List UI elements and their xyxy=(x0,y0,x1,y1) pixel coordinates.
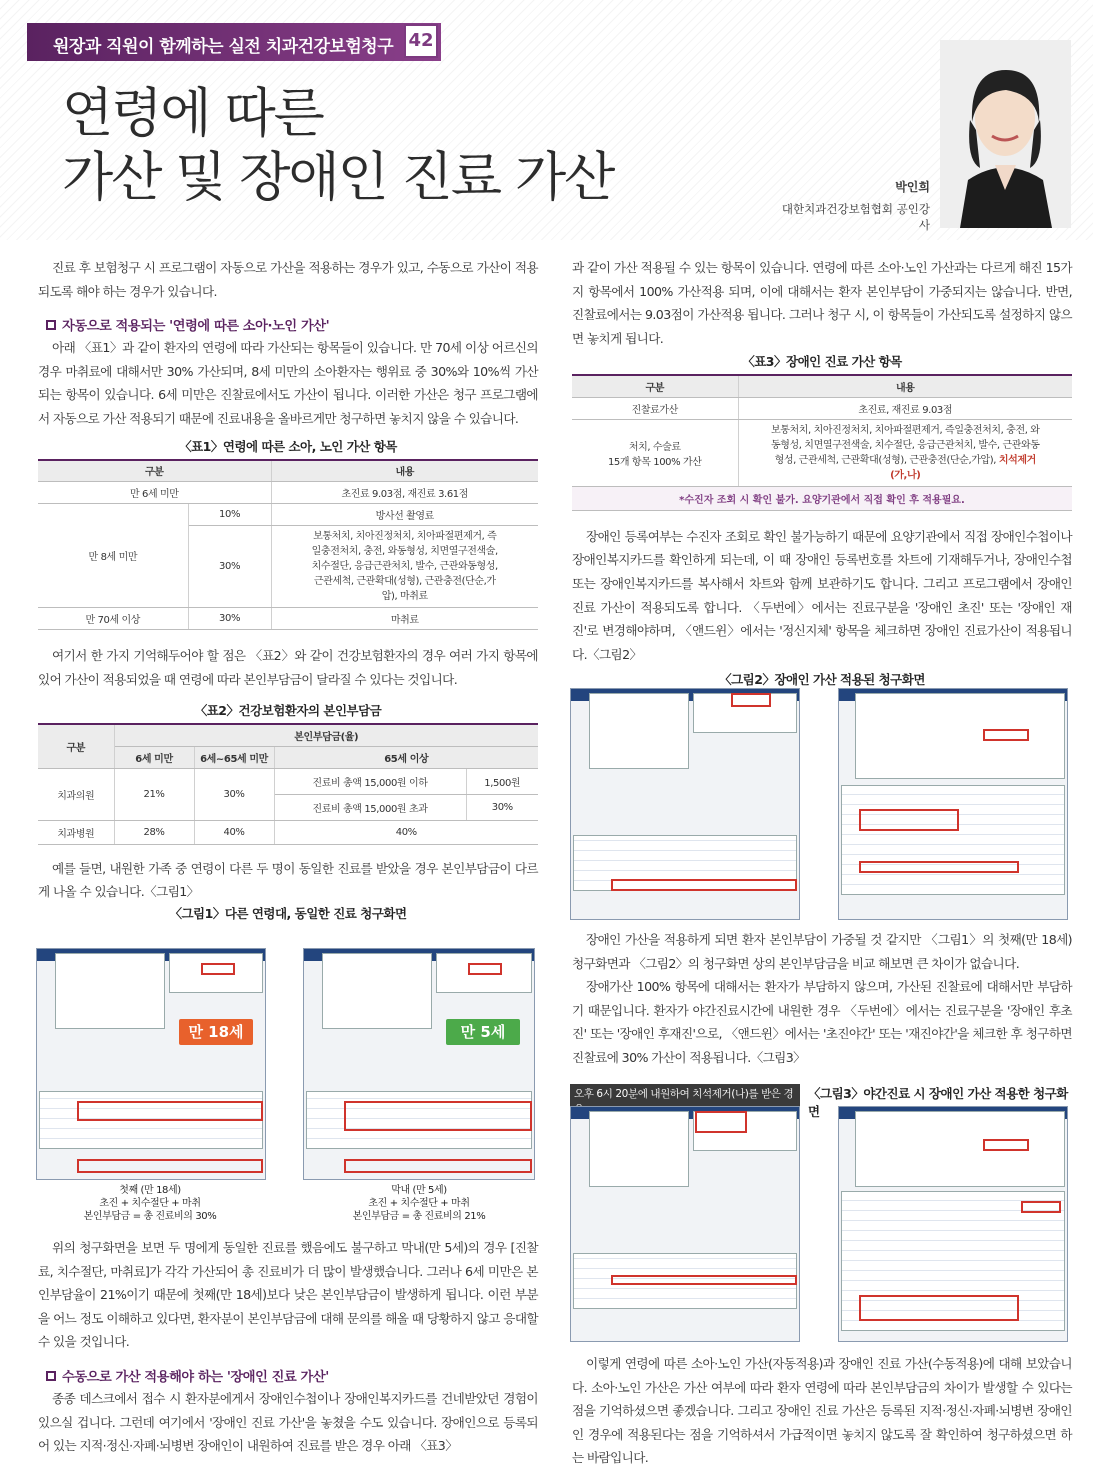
left-paragraph-3: 여기서 한 가지 기억해두어야 할 점은 〈표2〉와 같이 건강보험환자의 경우 여러 가지 항목에 있어 가산이 적용되었을 때 연령에 따라 본인부담금이 달라질 수 있다는 것입니다. xyxy=(38,648,538,687)
fig1-left-note xyxy=(40,1184,260,1223)
highlight-box xyxy=(695,1111,747,1133)
fig3-left-screenshot xyxy=(570,1106,800,1342)
left-paragraph-5: 위의 청구화면을 보면 두 명에게 동일한 진료를 했음에도 불구하고 막내(만 5세)의 경우 [진찰료, 치수절단, 마취료]가 각각 가산되어 총 진료비가 더 많이 발생했습니다. 그러나 6세 미만은 본인부담율이 21%이기 때문에 첫째(만 18세)보다 낮은 본인부담금이 발생하게 됩니다. 이런 부분을 어느 정도 이해하고 있다면, 환자분이 본인부담금에 대해 문의를 해올 때 당황하지 않고 응대할 수 있을 것입니다. xyxy=(38,1240,538,1350)
title-line-2: 가산 및 장애인 진료 가산 xyxy=(62,147,614,208)
left-paragraph-6: 종종 데스크에서 접수 시 환자분에게서 장애인수첩이나 장애인복지카드를 건네받았던 경험이 있으실 겁니다. 그런데 여기에서 '장애인 진료 가산'을 놓쳤을 수도 있습니다. 장애인으로 등록되어 있는 지적·정신·자폐·뇌병변 장애인이 내원하여 진료를 받은 경우 아래 〈표3〉 xyxy=(38,1390,538,1454)
highlight-box xyxy=(983,729,1029,741)
highlight-box xyxy=(611,1275,797,1285)
fig3-caption: 〈그림3〉야간진료 시 장애인 가산 적용한 청구화면 xyxy=(808,1086,1068,1119)
table3-header-gubun: 구분 xyxy=(572,375,738,397)
table3 xyxy=(572,374,1072,487)
note-line: 막내 (만 5세) xyxy=(391,1185,447,1196)
highlight-box xyxy=(611,879,797,891)
fig2-left-screenshot xyxy=(570,688,800,920)
calendar-widget xyxy=(589,1111,689,1187)
highlight-box xyxy=(468,963,502,975)
table-cell: 30% xyxy=(466,794,538,820)
age-badge: 만 5세 xyxy=(446,1019,520,1045)
table-cell: 40% xyxy=(274,820,538,844)
table2 xyxy=(38,723,538,845)
table-cell: 보통처치, 치아진정처치, 치아파절편제거, 즉일충전처치, 충전, 와동형성, 치면열구전색술, 치수절단, 응급근관처치, 발수, 근관와동형성, 근관세척, 근관확대(성형), 근관충전(단순,가압), 치석제거(가,나) xyxy=(738,419,1072,486)
table2-header: 6세 미만 xyxy=(114,746,194,768)
table1-header-gubun: 구분 xyxy=(38,460,271,482)
fig3-right-screenshot xyxy=(838,1106,1068,1342)
table-cell xyxy=(572,419,738,486)
section-heading-manual: 수동으로 가산 적용해야 하는 '장애인 진료 가산' xyxy=(46,1366,538,1385)
table1-header-content: 내용 xyxy=(271,460,538,482)
table-cell: 30% xyxy=(188,608,271,630)
author-affiliation: 대한치과건강보험협회 공인강사 xyxy=(781,202,930,232)
patient-info-panel xyxy=(855,693,1065,779)
fig2-right-screenshot xyxy=(838,688,1068,920)
left-paragraph-1: 진료 후 보험청구 시 프로그램이 자동으로 가산을 적용하는 경우가 있고, 수동으로 가산이 적용되도록 해야 하는 경우가 있습니다. xyxy=(38,260,538,299)
author-photo xyxy=(940,40,1071,228)
left-paragraph-2: 아래 〈표1〉과 같이 환자의 연령에 따라 가산되는 항목들이 있습니다. 만 70세 이상 어르신의 경우 마취료에 대해서만 30% 가산되며, 8세 미만의 소아환자는 행위료 중 30%와 10%씩 가산되는 항목이 있습니다. 6세 미만은 진찰료에서도 가산이 됩니다. 이러한 가산은 청구 프로그램에서 자동으로 가산 적용되기 때문에 진료내용을 올바르게만 청구하면 놓치지 않을 수 있습니다. xyxy=(38,340,538,426)
right-paragraph-1: 과 같이 가산 적용될 수 있는 항목이 있습니다. 연령에 따른 소아·노인 가산과는 다르게 해진 15가지 항목에서 100% 가산적용 되며, 이에 대해서는 환자 본인부담이 가중되지는 않습니다. 반면, 진찰료에서는 9.03점이 가산적용 됩니다. 그러나 청구 시, 이 항목들이 가산되도록 설정하지 않으면 놓치게 됩니다. xyxy=(572,260,1072,346)
note-line: 본인부담금 = 총 진료비의 30% xyxy=(83,1211,217,1222)
table-cell: 만 8세 미만 xyxy=(38,504,188,608)
table-cell: 진료비 총액 15,000원 이하 xyxy=(274,768,466,794)
table-cell: 40% xyxy=(194,820,274,844)
highlight-box xyxy=(731,693,771,707)
author-portrait-icon xyxy=(940,40,1071,228)
left-paragraph-4: 예를 들면, 내원한 가족 중 연령이 다른 두 명이 동일한 진료를 받았을 경우 본인부담금이 다르게 나올 수 있습니다.〈그림1〉 xyxy=(38,860,538,900)
table2-header: 6세~65세 미만 xyxy=(194,746,274,768)
bullet-square-icon xyxy=(46,320,56,330)
fig3-label: 오후 6시 20분에 내원하여 치석제거(나)를 받은 경 xyxy=(570,1084,800,1118)
highlight-box xyxy=(344,1159,532,1173)
table2-header: 65세 이상 xyxy=(274,746,538,768)
fig1-caption: 〈그림1〉다른 연령대, 동일한 진료 청구화면 xyxy=(169,905,407,921)
cell-line: 처치, 수술료 xyxy=(628,441,681,453)
table-cell: 치과의원 xyxy=(38,768,114,820)
author-block xyxy=(780,178,930,233)
section-heading-auto: 자동으로 적용되는 '연령에 따른 소아·노인 가산' xyxy=(46,315,538,334)
highlight-box xyxy=(77,1101,263,1121)
right-column xyxy=(572,256,1072,688)
series-number: 42 xyxy=(404,24,438,58)
table-cell: 30% xyxy=(194,768,274,820)
calendar-widget xyxy=(322,953,432,1029)
note-line: 첫째 (만 18세) xyxy=(119,1185,181,1196)
highlight-box xyxy=(201,963,235,975)
note-line: 본인부담금 = 총 진료비의 21% xyxy=(352,1211,486,1222)
note-line: 초진 + 치수절단 + 마취 xyxy=(368,1198,470,1209)
table-cell: 초진료 9.03점, 재진료 3.61점 xyxy=(271,482,538,504)
highlight-box xyxy=(859,1295,1019,1321)
cell-line: 15개 항목 100% 가산 xyxy=(607,456,702,468)
table-cell: 방사선 촬영료 xyxy=(271,504,538,526)
table-cell: 보통처치, 치아진정처치, 치아파절편제거, 즉일충전처치, 충전, 와동형성, 치면열구전색술, 치수절단, 응급근관처치, 발수, 근관와동형성, 근관세척, 근관확대(성형), 근관충전(단순,가압), 마취료 xyxy=(271,526,538,608)
right-paragraph-5: 이렇게 연령에 따른 소아·노인 가산(자동적용)과 장애인 진료 가산(수동적용)에 대해 보았습니다. 소아·노인 가산은 가산 여부에 따라 환자 연령에 따라 본인부담금의 차이가 발생할 수 있다는 점을 기억하셨으면 좋겠습니다. 그리고 장애인 진료 가산은 등록된 지적·정신·자폐·뇌병변 장애인인 경우에 적용된다는 점을 기억하셔서 가급적이면 놓치지 않도록 잘 확인하여 청구하셨으면 하는 바람입니다. xyxy=(572,1356,1072,1466)
note-line: 초진 + 치수절단 + 마취 xyxy=(99,1198,201,1209)
article-title xyxy=(62,82,613,210)
table-cell: 진찰료가산 xyxy=(572,397,738,419)
highlight-box xyxy=(344,1101,532,1131)
table-cell: 만 6세 미만 xyxy=(38,482,271,504)
table-cell: 치과병원 xyxy=(38,820,114,844)
highlight-box xyxy=(983,1139,1029,1151)
highlight-box xyxy=(77,1159,263,1173)
claim-items-grid xyxy=(841,785,1065,895)
table-cell: 28% xyxy=(114,820,194,844)
table-cell: 초진료, 재진료 9.03점 xyxy=(738,397,1072,419)
table2-caption: 〈표2〉건강보험환자의 본인부담금 xyxy=(194,703,382,719)
patient-info-panel xyxy=(855,1111,1065,1187)
table3-note: *수진자 조회 시 확인 불가. 요양기관에서 직접 확인 후 적용필요. xyxy=(572,487,1072,511)
table-cell: 진료비 총액 15,000원 초과 xyxy=(274,794,466,820)
right-paragraph-3: 장애인 가산을 적용하게 되면 환자 본인부담이 가중될 것 같지만 〈그림1〉의 첫째(만 18세) 청구화면과 〈그림2〉의 청구화면 상의 본인부담금을 비교 해보면 큰 차이가 없습니다. xyxy=(572,932,1072,971)
highlight-box xyxy=(1021,1201,1061,1213)
table2-header-top: 본인부담금(율) xyxy=(114,724,538,746)
fig2-caption: 〈그림2〉장애인 가산 적용된 청구화면 xyxy=(719,672,925,688)
bullet-square-icon xyxy=(46,1371,56,1381)
calendar-widget xyxy=(589,693,689,769)
author-name: 박인희 xyxy=(895,180,930,194)
left-column-bottom xyxy=(38,1236,538,1458)
right-paragraph-2: 장애인 등록여부는 수진자 조회로 확인 불가능하기 때문에 요양기관에서 직접 장애인수첩이나 장애인복지카드를 확인하게 되는데, 이 때 장애인 등록번호를 차트에 기재해두거나, 장애인수첩 또는 장애인복지카드를 복사해서 차트와 함께 보관하기도 합니다. 그리고 프로그램에서 장애인 진료 가산이 적용되도록 합니다. 〈두번에〉에서는 진료구분을 '장애인 초진' 또는 '장애인 재진'로 변경해야하며, 〈앤드윈〉에서는 '정신지체' 항목을 체크하면 장애인 진료가산이 적용됩니다.〈그림2〉 xyxy=(572,528,1072,662)
table-cell: 30% xyxy=(188,526,271,608)
age-badge: 만 18세 xyxy=(179,1019,253,1045)
table-cell: 1,500원 xyxy=(466,768,538,794)
table3-caption: 〈표3〉장애인 진료 가산 항목 xyxy=(742,354,902,370)
title-line-1: 연령에 따른 xyxy=(62,83,323,144)
left-column xyxy=(38,256,538,922)
fig1-right-note xyxy=(309,1184,529,1223)
table-cell: 마취료 xyxy=(271,608,538,630)
table1 xyxy=(38,459,538,631)
fig1-right-screenshot xyxy=(303,948,535,1180)
fig1-left-screenshot xyxy=(36,948,266,1180)
table-cell: 10% xyxy=(188,504,271,526)
series-banner: 원장과 직원이 함께하는 실전 치과건강보험청구 xyxy=(27,23,441,61)
table-cell: 21% xyxy=(114,768,194,820)
right-column-middle xyxy=(572,928,1072,1070)
table3-header-content: 내용 xyxy=(738,375,1072,397)
calendar-widget xyxy=(55,953,165,1029)
right-column-bottom xyxy=(572,1352,1072,1470)
table2-header-gubun: 구분 xyxy=(38,724,114,768)
right-paragraph-4: 장애가산 100% 항목에 대해서는 환자가 부담하지 않으며, 가산된 진찰료에 대해서만 부담하기 때문입니다. 환자가 야간진료시간에 내원한 경우 〈두번에〉에서는 진료구분을 '장애인 후초진' 또는 '장애인 후재진'으로, 〈앤드윈〉에서는 '초진야간' 또는 '재진야간'을 체크한 후 청구하면 진찰료에 30% 가산이 적용됩니다.〈그림3〉 xyxy=(572,979,1072,1065)
highlight-box xyxy=(859,861,1019,873)
table-cell: 만 70세 이상 xyxy=(38,608,188,630)
highlight-box xyxy=(859,809,959,831)
table1-caption: 〈표1〉연령에 따른 소아, 노인 가산 항목 xyxy=(179,438,397,454)
